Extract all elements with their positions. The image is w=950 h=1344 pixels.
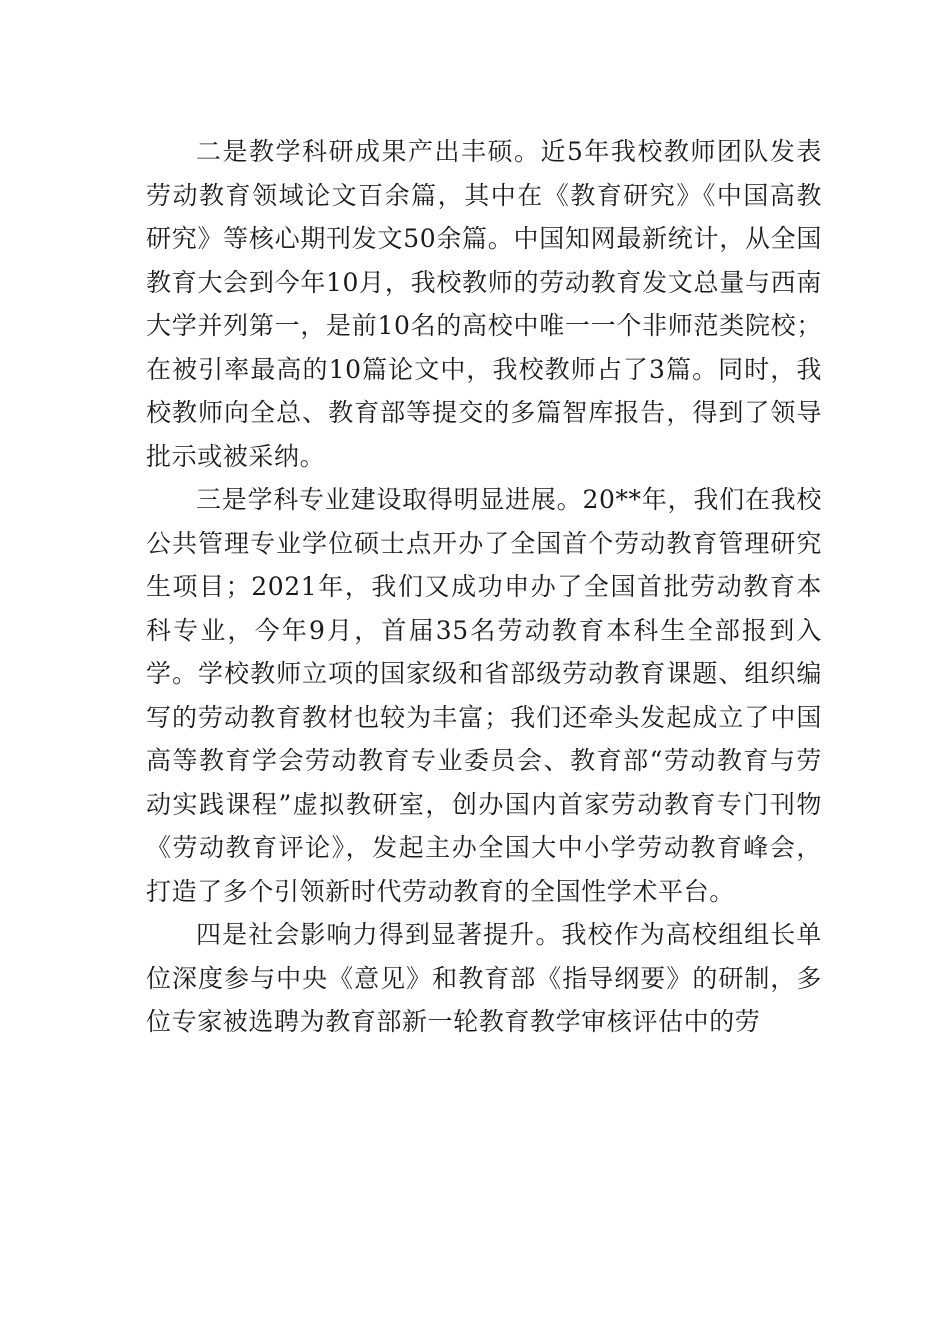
- paragraph-research-achievements: 二是教学科研成果产出丰硕。近5年我校教师团队发表劳动教育领域论文百余篇，其中在《教育研究》《中国高教研究》等核心期刊发文50余篇。中国知网最新统计，从全国教育大会到今年10月，我校教师的劳动教育发文总量与西南大学并列第一，是前10名的高校中唯一一个非师范类院校；在被引率最高的10篇论文中，我校教师占了3篇。同时，我校教师向全总、教育部等提交的多篇智库报告，得到了领导批示或被采纳。: [146, 137, 822, 471]
- paragraph-discipline-construction: 三是学科专业建设取得明显进展。20**年，我们在我校公共管理专业学位硕士点开办了全国首个劳动教育管理研究生项目；2021年，我们又成功申办了全国首批劳动教育本科专业，今年9月，首届35名劳动教育本科生全部报到入学。学校教师立项的国家级和省部级劳动教育课题、组织编写的劳动教育教材也较为丰富；我们还牵头发起成立了中国高等教育学会劳动教育专业委员会、教育部“劳动教育与劳动实践课程”虚拟教研室，创办国内首家劳动教育专门刊物《劳动教育评论》，发起主办全国大中小学劳动教育峰会，打造了多个引领新时代劳动教育的全国性学术平台。: [146, 485, 822, 906]
- body-text: [146, 130, 822, 1044]
- paragraph-social-influence: 四是社会影响力得到显著提升。我校作为高校组组长单位深度参与中央《意见》和教育部《指导纲要》的研制，多位专家被选聘为教育部新一轮教育教学审核评估中的劳: [146, 920, 822, 1036]
